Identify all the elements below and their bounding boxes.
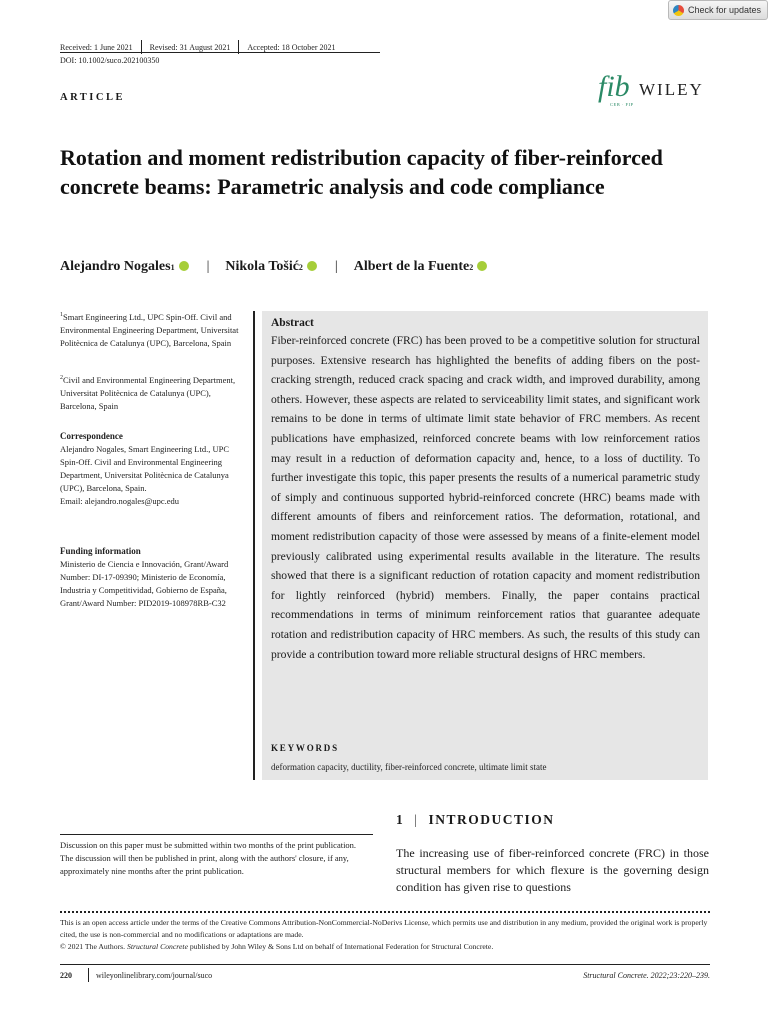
doi[interactable]: DOI: 10.1002/suco.202100350 bbox=[60, 56, 160, 65]
fib-logo-text: fib bbox=[598, 70, 630, 103]
paper-title: Rotation and moment redistribution capacity of fiber-reinforced concrete beams: Parametric analysis and code compliance bbox=[60, 145, 663, 199]
section-heading bbox=[396, 812, 554, 828]
affiliation-number: 1 bbox=[60, 312, 63, 318]
wiley-logo: WILEY bbox=[639, 80, 704, 99]
article-type-label: ARTICLE bbox=[60, 92, 125, 103]
affiliation-text: Smart Engineering Ltd., UPC Spin-Off. Civil and Environmental Engineering Department, Universitat Politècnica de Catalunya (UPC), Barcelona, Spain bbox=[60, 311, 239, 348]
keywords-heading: KEYWORDS bbox=[271, 743, 339, 753]
author-affiliation-mark: 2 bbox=[469, 262, 474, 272]
affiliation-1 bbox=[60, 309, 240, 350]
author-affiliation-mark: 2 bbox=[298, 262, 303, 272]
correspondence-block bbox=[60, 430, 240, 508]
correspondence-email[interactable]: Email: alejandro.nogales@upc.edu bbox=[60, 496, 179, 506]
footer-rule bbox=[60, 964, 710, 965]
license-divider bbox=[60, 911, 710, 913]
fib-logo bbox=[598, 72, 634, 107]
footer-separator bbox=[88, 968, 89, 982]
author-separator: | bbox=[334, 259, 338, 274]
citation: Structural Concrete. 2022;23:220–239. bbox=[583, 971, 710, 980]
abstract-heading: Abstract bbox=[271, 317, 314, 329]
correspondence-text: Alejandro Nogales, Smart Engineering Ltd., UPC Spin-Off. Civil and Environmental Engineering Department, Universitat Politècnica de Catalunya (UPC), Barcelona, Spain. bbox=[60, 444, 230, 493]
keywords-text: deformation capacity, ductility, fiber-reinforced concrete, ultimate limit state bbox=[271, 762, 547, 772]
license-block bbox=[60, 917, 710, 953]
affiliation-text: Civil and Environmental Engineering Department, Universitat Politècnica de Catalunya (UPC), Barcelona, Spain bbox=[60, 374, 236, 411]
journal-url[interactable]: wileyonlinelibrary.com/journal/suco bbox=[96, 971, 213, 980]
revised-date: Revised: 31 August 2021 bbox=[149, 42, 231, 52]
author-list bbox=[60, 259, 489, 275]
author-name: Albert de la Fuente bbox=[353, 259, 470, 274]
funding-text: Ministerio de Ciencia e Innovación, Grant/Award Number: DI-17-09390; Ministerio de Economía, Industria y Competitividad, Gobierno de España, Grant/Award Number: PID2019-108978RB-C32 bbox=[60, 559, 229, 608]
author-name: Nikola Tošić bbox=[225, 259, 299, 274]
abstract-text: Fiber-reinforced concrete (FRC) has been proved to be a competitive solution for structural purposes. Extensive research has highlighted the benefits of adding fibers on the post-cracking strength, reduced crack spacing and crack width, and improved durability, among others. However, these aspects are related to serviceability limit states, and significant work remains to be done in terms of ultimate limit state behavior of FRC members. As recent publications have emphasized, reinforced concrete beams with low reinforcement ratios may result in a reduction of deformation capacity and, hence, to a loss of ductility. To further investigate this topic, this paper presents the results of a numerical parametric study of simply and continuous supported hybrid-reinforced concrete (HRC) beams made with different amounts of fibers and reinforcement ratios. The deformation, rotational, and moment redistribution capacity of those were assessed by means of a finite-element model previously calibrated using experimental results available in the literature. The results showed that there is a significant reduction of rotation capacity and moment redistribution for lightly reinforced (hybrid) members. Finally, the paper contains practical recommendations in terms of minimum reinforcement ratios that guarantee adequate rotation and redistribution capacity of HRC members. As such, the results of this study can provide a contribution toward more reliable structural designs of HRC members. bbox=[271, 334, 700, 661]
section-number: 1 bbox=[396, 812, 405, 827]
orcid-icon[interactable] bbox=[307, 261, 317, 271]
license-text: This is an open access article under the terms of the Creative Commons Attribution-NonCommercial-NoDerivs License, which permits use and distribution in any medium, provided the original work is properly cited, the use is non-commercial and no modifications or adaptations are made. bbox=[60, 918, 708, 939]
orcid-icon[interactable] bbox=[179, 261, 189, 271]
copyright-suffix: published by John Wiley & Sons Ltd on behalf of International Federation for Structural Concrete. bbox=[187, 942, 494, 951]
orcid-icon[interactable] bbox=[477, 261, 487, 271]
discussion-rule bbox=[60, 834, 373, 835]
affiliation-2 bbox=[60, 372, 240, 413]
fib-logo-subtext: CEB · FIP bbox=[610, 102, 634, 107]
author-name: Alejandro Nogales bbox=[60, 259, 171, 274]
funding-heading: Funding information bbox=[60, 546, 141, 556]
check-for-updates-label: Check for updates bbox=[688, 5, 762, 15]
copyright-prefix: © 2021 The Authors. bbox=[60, 942, 127, 951]
abstract-side-rule bbox=[253, 311, 255, 780]
crossmark-icon bbox=[673, 5, 684, 16]
check-for-updates-button[interactable] bbox=[668, 0, 768, 20]
received-date: Received: 1 June 2021 bbox=[60, 42, 133, 52]
funding-block bbox=[60, 545, 240, 610]
author-separator: | bbox=[206, 259, 210, 274]
correspondence-heading: Correspondence bbox=[60, 431, 123, 441]
accepted-date: Accepted: 18 October 2021 bbox=[247, 42, 336, 52]
introduction-text: The increasing use of fiber-reinforced concrete (FRC) in those structural members for which flexure is the governing design condition has given rise to questions bbox=[396, 846, 709, 894]
affiliation-number: 2 bbox=[60, 375, 63, 381]
page-number: 220 bbox=[60, 971, 72, 980]
section-title: INTRODUCTION bbox=[428, 812, 555, 827]
header-rule bbox=[60, 52, 380, 53]
copyright-line bbox=[60, 941, 710, 953]
discussion-note: Discussion on this paper must be submitted within two months of the print publication. The discussion will then be published in print, along with the authors' closure, if any, approximately nine months after the print publication. bbox=[60, 840, 357, 876]
section-separator: | bbox=[414, 812, 419, 827]
author-affiliation-mark: 1 bbox=[170, 262, 175, 272]
journal-name: Structural Concrete bbox=[126, 942, 188, 951]
